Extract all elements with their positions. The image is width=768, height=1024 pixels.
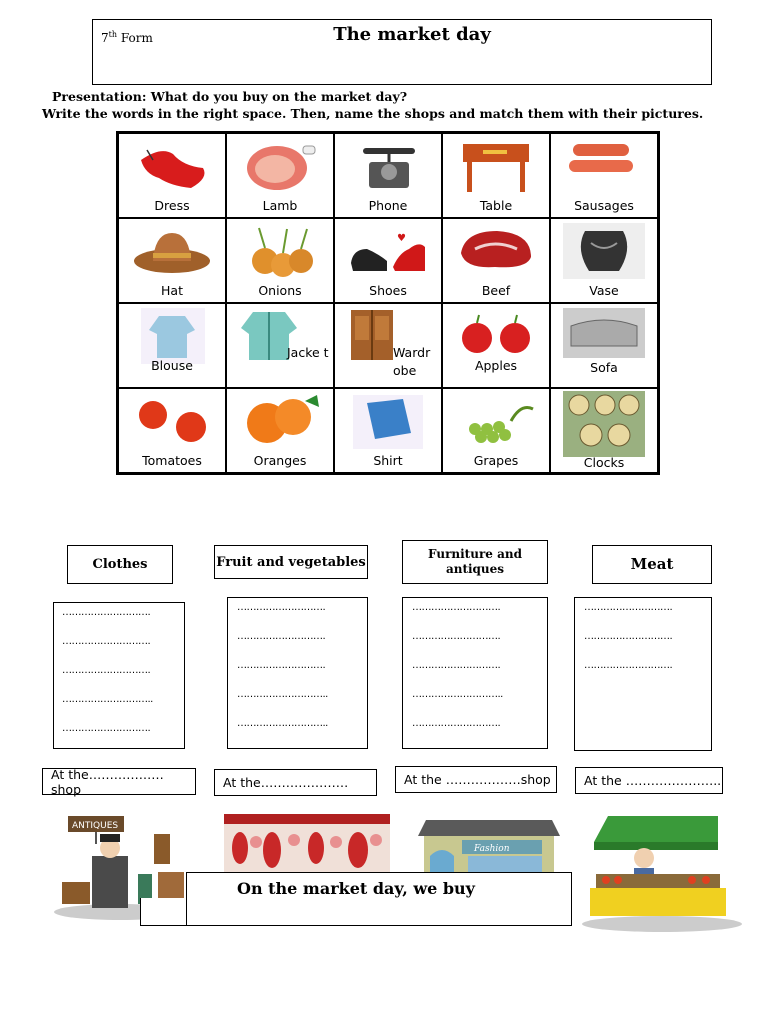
beef-icon: [455, 223, 537, 279]
svg-text:♥: ♥: [397, 233, 406, 244]
item-label: Tomatoes: [142, 453, 202, 468]
item-cell: [550, 388, 659, 474]
form-label: 7th Form: [101, 30, 153, 45]
item-label: Shoes: [369, 283, 407, 298]
answer-line[interactable]: ……………………….: [62, 723, 151, 734]
antiques-sign-text: ANTIQUES: [72, 821, 119, 831]
item-label: Sofa: [590, 360, 618, 375]
item-cell: [334, 133, 442, 219]
shirt-icon: [347, 393, 429, 449]
answer-box-furniture[interactable]: [402, 597, 548, 749]
item-label: Grapes: [473, 453, 519, 468]
item-cell: [118, 133, 227, 219]
item-label: Apples: [474, 358, 518, 373]
category-furniture-antiques: Furniture and antiques: [402, 540, 548, 584]
sentence-box[interactable]: On the market day, we buy: [186, 872, 572, 926]
blouse-icon: [131, 308, 213, 364]
item-label: Table: [479, 198, 513, 213]
vocabulary-table: [116, 131, 660, 475]
instruction-line-1: Presentation: What do you buy on the market day?: [52, 89, 408, 104]
item-cell: [118, 303, 227, 388]
item-label: Phone: [368, 198, 408, 213]
fruit-stall-illustration: [572, 812, 744, 932]
table-row: [118, 218, 659, 303]
answer-line[interactable]: ………………………..: [237, 689, 328, 700]
answer-line[interactable]: ……………………….: [412, 718, 501, 729]
item-label: Clocks: [583, 455, 625, 470]
answer-line[interactable]: ……………………….: [412, 631, 501, 642]
onions-icon: [239, 223, 321, 279]
item-label: Onions: [258, 283, 302, 298]
item-label: Oranges: [253, 453, 307, 468]
shoes-icon: [347, 223, 429, 279]
butcher-shop-illustration: [224, 814, 390, 874]
shop-name-furniture[interactable]: At the ………………shop: [395, 766, 557, 793]
answer-line[interactable]: ………………………..: [237, 718, 328, 729]
header-box: [92, 19, 712, 85]
phone-icon: [347, 138, 429, 194]
item-cell: [334, 388, 442, 474]
item-label: Dress: [154, 198, 190, 213]
grapes-icon: [455, 393, 537, 449]
answer-line[interactable]: ……………………….: [62, 607, 151, 618]
answer-box-meat[interactable]: [574, 597, 712, 751]
item-label: Lamb: [262, 198, 298, 213]
item-cell: [442, 388, 550, 474]
item-label: Jacke t: [287, 345, 329, 360]
shop-name-meat[interactable]: At the …………………..: [575, 767, 723, 794]
table-row: [118, 303, 659, 388]
answer-line[interactable]: ……………………….: [237, 602, 326, 613]
answer-line[interactable]: ……………………….: [237, 631, 326, 642]
item-cell: [442, 303, 550, 388]
item-cell: [442, 218, 550, 303]
category-clothes: Clothes: [67, 545, 173, 584]
wardrobe-icon: [347, 308, 397, 364]
item-cell: [550, 218, 659, 303]
category-meat: Meat: [592, 545, 712, 584]
answer-line[interactable]: ………………………..: [62, 694, 153, 705]
answer-line[interactable]: ……………………….: [62, 636, 151, 647]
item-label: Blouse: [151, 358, 193, 373]
vase-icon: [563, 223, 645, 279]
answer-line[interactable]: ……………………….: [412, 602, 501, 613]
item-cell: [226, 303, 334, 388]
clothes-shop-illustration: [418, 818, 560, 876]
answer-line[interactable]: ……………………….: [237, 660, 326, 671]
answer-line[interactable]: ………………………..: [412, 689, 503, 700]
table-row: [118, 388, 659, 474]
item-cell: [226, 218, 334, 303]
answer-line[interactable]: ……………………….: [62, 665, 151, 676]
tomatoes-icon: [131, 393, 213, 449]
item-cell: [550, 303, 659, 388]
item-cell: [334, 303, 442, 388]
sofa-icon: [563, 308, 645, 364]
answer-line[interactable]: ……………………….: [584, 602, 673, 613]
item-cell: [226, 133, 334, 219]
item-cell: [550, 133, 659, 219]
item-label: Beef: [481, 283, 511, 298]
answer-box-fruit[interactable]: [227, 597, 368, 749]
oranges-icon: [239, 393, 321, 449]
item-label: Vase: [589, 283, 619, 298]
item-label: Sausages: [574, 198, 634, 213]
item-cell: [226, 388, 334, 474]
item-cell: [118, 218, 227, 303]
item-label: Hat: [161, 283, 183, 298]
table-row: [118, 133, 659, 219]
apples-icon: [455, 308, 537, 364]
item-label: Wardr obe: [393, 345, 431, 378]
category-fruit-vegetables: Fruit and vegetables: [214, 545, 368, 579]
answer-line[interactable]: ……………………….: [412, 660, 501, 671]
shop-name-clothes[interactable]: At the……………… shop: [42, 768, 196, 795]
hat-icon: [131, 223, 213, 279]
clocks-icon: [563, 391, 645, 457]
table-icon: [455, 138, 537, 194]
answer-line[interactable]: ……………………….: [584, 660, 673, 671]
dress-icon: [131, 138, 213, 194]
instruction-line-2: Write the words in the right space. Then, name the shops and match them with their pictures.: [42, 106, 704, 121]
answer-line[interactable]: ……………………….: [584, 631, 673, 642]
answer-box-clothes[interactable]: [53, 602, 185, 749]
shop-name-fruit[interactable]: At the…………………: [214, 769, 377, 796]
item-cell: [118, 388, 227, 474]
item-label: Shirt: [373, 453, 403, 468]
item-cell: [334, 218, 442, 303]
lamb-icon: [239, 138, 321, 194]
item-cell: [442, 133, 550, 219]
page-title: The market day: [333, 24, 491, 45]
fashion-sign-text: Fashion: [474, 844, 510, 854]
sausages-icon: [563, 138, 645, 194]
